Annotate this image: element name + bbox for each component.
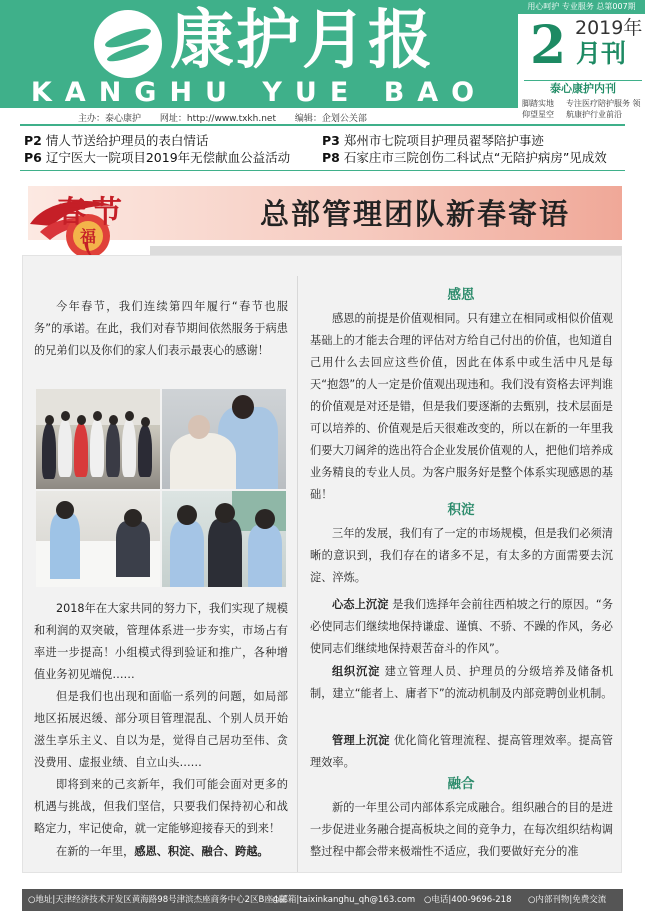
paragraph (310, 730, 613, 774)
issue-subtitle: 泰心康护内刊 (524, 80, 642, 97)
footer-email[interactable]: ○邮箱|taixinkanghu_qh@163.com (272, 895, 416, 905)
closing-line (34, 841, 288, 863)
keyword-label: 心态上沉淀 (332, 598, 389, 611)
paragraph-text: 是我们选择年会前往西柏坡之行的原因。“务必使同志们继续地保持谦虚、谨慎、不骄、不躁的作风，务必使同志们继续地保持艰苦奋斗的作风”。 (310, 598, 613, 655)
team-photo (36, 389, 160, 489)
keyword-label: 管理上沉淀 (332, 734, 390, 747)
sponsor-text: 主办：泰心康护 (78, 114, 142, 124)
toc-item[interactable] (322, 150, 607, 166)
toc-title: 郑州市七院项目护理员翟琴陪护事迹 (343, 133, 544, 148)
ward-photo (36, 491, 160, 587)
paragraph: 但是我们也出现和面临一系列的问题，如局部地区拓展迟缓、部分项目管理混乱、个别人员开始滋生享乐主义、自以为是，觉得自己居功至伟、贪没费用、虚报业绩、自立山头…… (34, 690, 288, 769)
toc-item[interactable] (24, 150, 290, 166)
publication-info (78, 111, 383, 124)
footer-address: ○地址|天津经济技术开发区黄海路98号津滨杰座商务中心2区B座4层 (28, 895, 287, 905)
logo-icon (94, 10, 162, 78)
motto-left: 脚踏实地 仰望星空 (522, 99, 554, 119)
toc-page: P3 (322, 133, 340, 148)
section-heading: 感恩 (447, 287, 475, 303)
newsletter-title-pinyin: KANGHU YUE BAO (30, 77, 488, 108)
website-link[interactable]: 网址：http://www.txkh.net (159, 114, 276, 124)
toc-page: P8 (322, 150, 340, 165)
motto-right: 专注医疗陪护服务 领航康护行业前沿 (566, 99, 641, 119)
column-divider (297, 276, 298, 872)
toc-page: P6 (24, 150, 42, 165)
paragraph: 新的一年里公司内部体系完成融合。组织融合的目的是进一步促进业务融合提高板块之间的竞争力，在每次组织结构调整过程中都会带来极端性不适应，我们要做好充分的准 (310, 801, 613, 858)
closing-lead: 在新的一年里， (56, 845, 135, 858)
footer-note: ○内部刊物|免费交流 (528, 895, 607, 905)
caregiver-photo (162, 389, 286, 489)
toc-title: 辽宁医大一院项目2019年无偿献血公益活动 (45, 150, 291, 165)
contents-divider (20, 170, 625, 171)
toc-item[interactable] (322, 133, 544, 149)
paragraph: 今年春节，我们连续第四年履行“春节也服务”的承诺。在此，我们对春节期间依然服务于病患的兄弟们以及你们的家人们表示最衷心的感谢！ (34, 300, 288, 357)
paragraph-text: 优化简化管理流程、提高管理效率。提高管理效率。 (310, 734, 613, 769)
paragraph: 2018年在大家共同的努力下，我们实现了规模和利润的双突破，管理体系进一步夯实，市场占有率进一步提高！小组模式得到验证和推广，各种增值业务初见端倪…… (34, 602, 288, 681)
toc-title: 石家庄市三院创伤二科试点“无陪护病房”见成效 (343, 150, 607, 165)
staff-photo (162, 491, 286, 587)
section-heading: 融合 (447, 776, 475, 792)
issue-year: 2019年 (575, 17, 643, 39)
header-divider (20, 124, 625, 126)
issue-slogan: 用心呵护 专业服务 总第007期 (518, 0, 645, 14)
banner-headline: 总部管理团队新春寄语 (260, 197, 571, 231)
paragraph (310, 661, 613, 705)
banner-festival-text: 春节 (56, 195, 128, 230)
toc-item[interactable] (24, 133, 208, 149)
keyword-label: 组织沉淀 (332, 665, 381, 678)
svg-text:福: 福 (79, 227, 97, 246)
paragraph-text: 建立管理人员、护理员的分级培养及储备机制，建立“能者上、庸者下”的流动机制及内部竞聘创业机制。 (310, 665, 613, 700)
toc-page: P2 (24, 133, 42, 148)
paragraph: 感恩的前提是价值观相同。只有建立在相同或相似价值观基础上的才能去合理的评估对方给自己付出的价值，也知道自己用什么去回应这些价值，因此在体系中或生活中凡是每天“抱怨”的人一定是价值观出现违和。我们没有资格去评判谁的价值观是对还是错，但是我们要逐渐的去甄别，技术层面是可以培养的、价值观是后天很难改变的，所以在新的一年里我们要大刀阔斧的选出符合企业发展价值观的人，把他们培养成业务精良的专业人员。为客户服务好是整个体系实现感恩的基础！ (310, 312, 613, 501)
paragraph: 即将到来的己亥新年，我们可能会面对更多的机遇与挑战，但我们坚信，只要我们保持初心和战略定力，牢记使命，就一定能够迎接春天的到来！ (34, 778, 288, 835)
paragraph: 三年的发展，我们有了一定的市场规模，但是我们必须清晰的意识到，我们存在的诸多不足，有太多的方面需要去沉淀、淬炼。 (310, 527, 613, 584)
paragraph (310, 594, 613, 660)
footer-phone: ○电话|400-9696-218 (424, 895, 512, 905)
closing-keywords: 感恩、积淀、融合、跨越。 (134, 845, 269, 858)
toc-title: 情人节送给护理员的表白情话 (45, 133, 209, 148)
newsletter-title: 康护月报 (170, 3, 434, 78)
editor-text: 编辑：企划公关部 (294, 114, 367, 124)
footer-bar (22, 889, 623, 911)
section-heading: 积淀 (447, 502, 475, 518)
issue-month-number: 2 (530, 15, 567, 76)
issue-type: 月刊 (576, 39, 627, 68)
